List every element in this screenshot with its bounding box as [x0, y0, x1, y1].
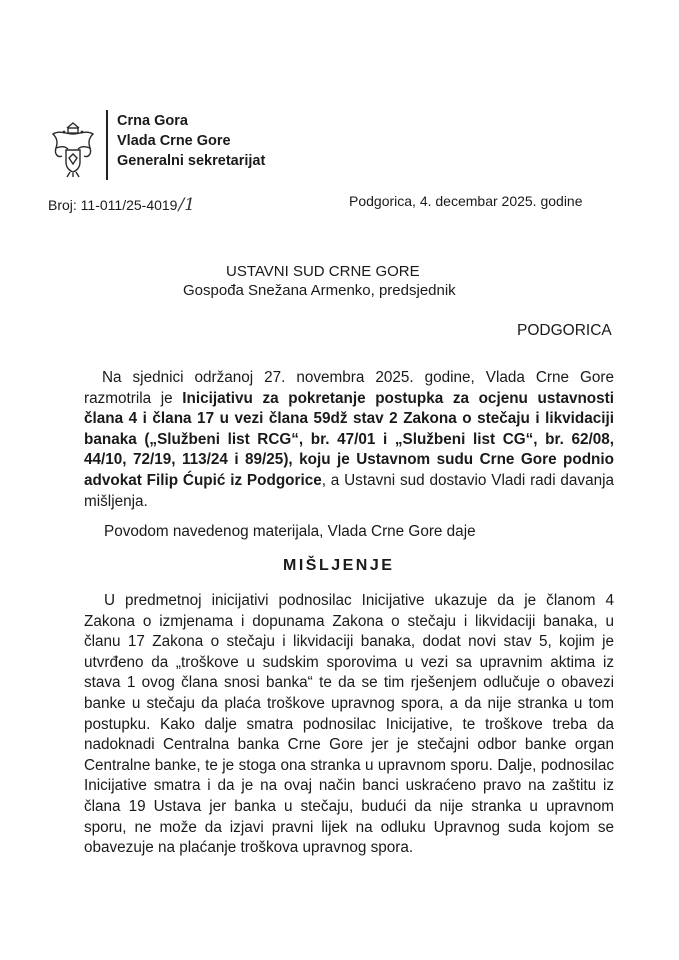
- body-text: U predmetnoj inicijativi podnosilac Inicijative ukazuje da je članom 4 Zakona o izmjenama i dopunama Zakona o stečaju i likvidaciji banaka, u članu 17 Zakona o stečaju i likvidaciji banaka, dodat novi stav 5, kojim je utvrđeno da „troškove u sudskim sporovima u vezi sa upravnim aktima iz stava 1 ovog člana snosi banka“ te da se tim rješenjem odlučuje o obavezi banke u stečaju da plaća troškove upravnog spora, a da nije stranka u tom postupku. Kako dalje smatra podnosilac Inicijative, te troškove treba da nadoknadi Centralna banka Crne Gore jer je stečajni odbor banke organ Centralne banke, te je stoga ona stranka u upravnom sporu. Dalje, podnosilac Inicijative smatra i da je na ovaj način banci uskraćeno pravo na zaštitu iz člana 19 Ustava jer banka u stečaju, budući da nije stranka u upravnom sporu, ne može da izjavi pravni lijek na odluku Upravnog suda kojom se obavezuje na plaćanje troškova upravnog spora.: [84, 592, 614, 857]
- initiative-title: Inicijativu za pokretanje postupka za ocjenu ustavnosti člana 4 i člana 17 u vezi člana 59dž stav 2 Zakona o stečaju i likvidaciji banaka („Službeni list RCG“, br. 47/01 i „Službeni list CG“, br. 62/08, 44/10, 72/19, 113/24 i 89/25), koju je Ustavnom sudu Crne Gore podnio advokat Filip Ćupić iz Podgorice: [84, 389, 614, 489]
- reference-number: [48, 195, 195, 215]
- body-paragraph: [84, 591, 614, 859]
- reference-label: Broj: 11-011/25-4019: [48, 197, 178, 213]
- document-heading: MIŠLJENJE: [283, 557, 395, 574]
- intro-text-2: , a Ustavni sud dostavio Vladi radi davanja mišljenja.: [84, 471, 614, 510]
- recipient-block: [183, 262, 456, 300]
- place-and-date: Podgorica, 4. decembar 2025. godine: [349, 193, 583, 209]
- intro-statement: Povodom navedenog materijala, Vlada Crne Gore daje: [104, 523, 476, 540]
- handwritten-suffix: /1: [178, 195, 196, 215]
- header-divider: [106, 110, 108, 180]
- recipient-person: Gospođa Snežana Armenko, predsjednik: [183, 282, 456, 299]
- coat-of-arms-icon: [48, 120, 98, 178]
- recipient-institution: USTAVNI SUD CRNE GORE: [226, 263, 420, 280]
- intro-text-1: Na sjednici održanoj 27. novembra 2025. godine, Vlada Crne Gore razmotrila je: [84, 369, 614, 407]
- institution-header: [117, 111, 265, 171]
- government-name: Vlada Crne Gore: [117, 133, 231, 149]
- country-name: Crna Gora: [117, 113, 188, 129]
- intro-paragraph: [84, 368, 614, 512]
- recipient-city: PODGORICA: [517, 322, 612, 339]
- secretariat-name: Generalni sekretarijat: [117, 153, 266, 169]
